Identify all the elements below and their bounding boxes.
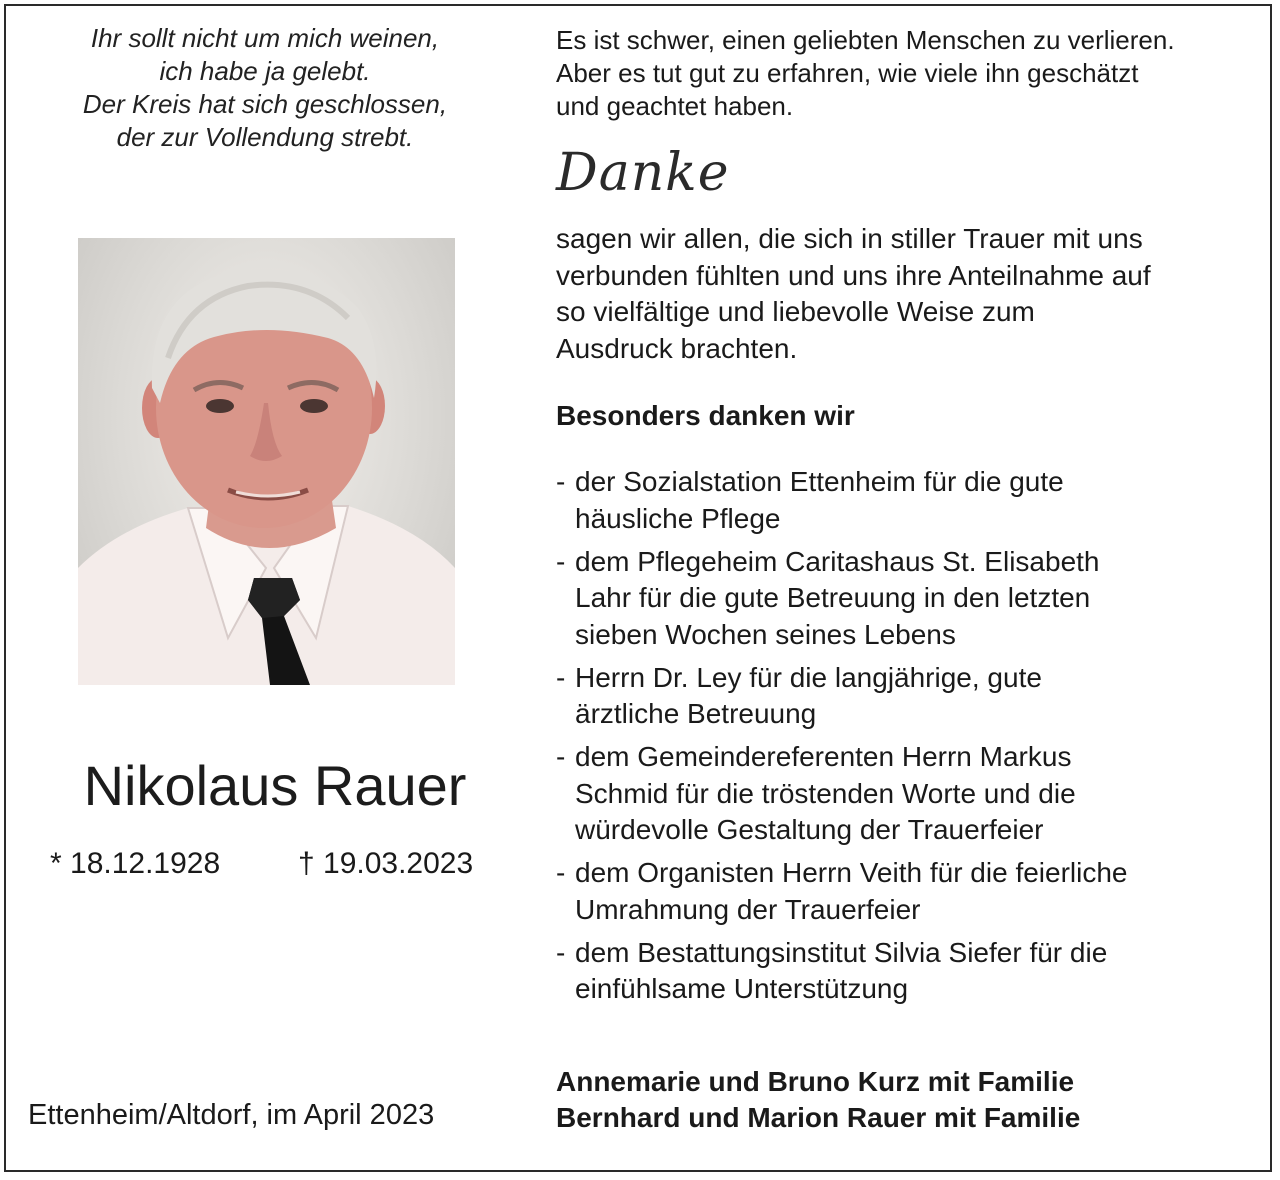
list-item-line: sieben Wochen seines Lebens [575, 618, 956, 650]
list-item-line: - dem Organisten Herrn Veith für die feierliche [575, 857, 1128, 888]
death-date: † 19.03.2023 [298, 847, 474, 880]
portrait-photo [78, 238, 455, 685]
intro-line: Es ist schwer, einen geliebten Menschen zu verlieren. [556, 25, 1175, 55]
thanks-line: verbunden fühlten und uns ihre Anteilnahme auf [556, 259, 1151, 291]
poem [30, 22, 500, 154]
family-line: Annemarie und Bruno Kurz mit Familie [556, 1066, 1075, 1097]
list-item-line: - dem Gemeindereferenten Herrn Markus [575, 741, 1072, 772]
list-item-line: häusliche Pflege [575, 502, 781, 534]
intro-line: Aber es tut gut zu erfahren, wie viele ihn geschätzt [556, 58, 1139, 88]
list-item-line: - dem Pflegeheim Caritashaus St. Elisabeth [575, 545, 1100, 577]
list-item [556, 935, 1128, 1008]
birth-date: * 18.12.1928 [50, 847, 221, 880]
intro-text [556, 24, 1266, 123]
deceased-name: Nikolaus Rauer [83, 754, 467, 817]
list-item [556, 544, 1128, 654]
list-item-line: Umrahmung der Trauerfeier [575, 893, 921, 925]
list-item-line: Schmid für die tröstenden Worte und die [575, 777, 1076, 809]
poem-line: der zur Vollendung strebt. [116, 122, 414, 152]
family-line: Bernhard und Marion Rauer mit Familie [556, 1102, 1081, 1133]
intro-line: und geachtet haben. [556, 91, 794, 121]
list-item-line: würdevolle Gestaltung der Trauerfeier [575, 814, 1044, 845]
list-item-line: ärztliche Betreuung [575, 698, 817, 729]
danke-heading: Danke [556, 143, 730, 203]
thanks-list [556, 464, 1128, 1014]
list-item [556, 739, 1128, 849]
list-item-line: - Herrn Dr. Ley für die langjährige, gute [575, 661, 1042, 693]
list-item [556, 464, 1128, 537]
list-item-line: - der Sozialstation Ettenheim für die gute [575, 466, 1064, 497]
list-item [556, 660, 1128, 733]
poem-line: ich habe ja gelebt. [159, 56, 371, 86]
list-item [556, 855, 1128, 928]
poem-line: Der Kreis hat sich geschlossen, [82, 89, 448, 119]
place-date: Ettenheim/Altdorf, im April 2023 [28, 1099, 435, 1131]
family-signature [556, 1064, 1080, 1136]
poem-line: Ihr sollt nicht um mich weinen, [90, 23, 440, 53]
list-item-line: einfühlsame Unterstützung [575, 973, 909, 1004]
thanks-paragraph [556, 221, 1151, 367]
thanks-line: Ausdruck brachten. [556, 332, 798, 364]
list-item-line: - dem Bestattungsinstitut Silvia Siefer für die [575, 936, 1108, 968]
list-item-line: Lahr für die gute Betreuung in den letzten [575, 582, 1091, 613]
thanks-line: so vielfältige und liebevolle Weise zum [556, 296, 1035, 327]
thanks-line: sagen wir allen, die sich in stiller Trauer mit uns [556, 223, 1143, 254]
besonders-heading: Besonders danken wir [556, 400, 855, 431]
